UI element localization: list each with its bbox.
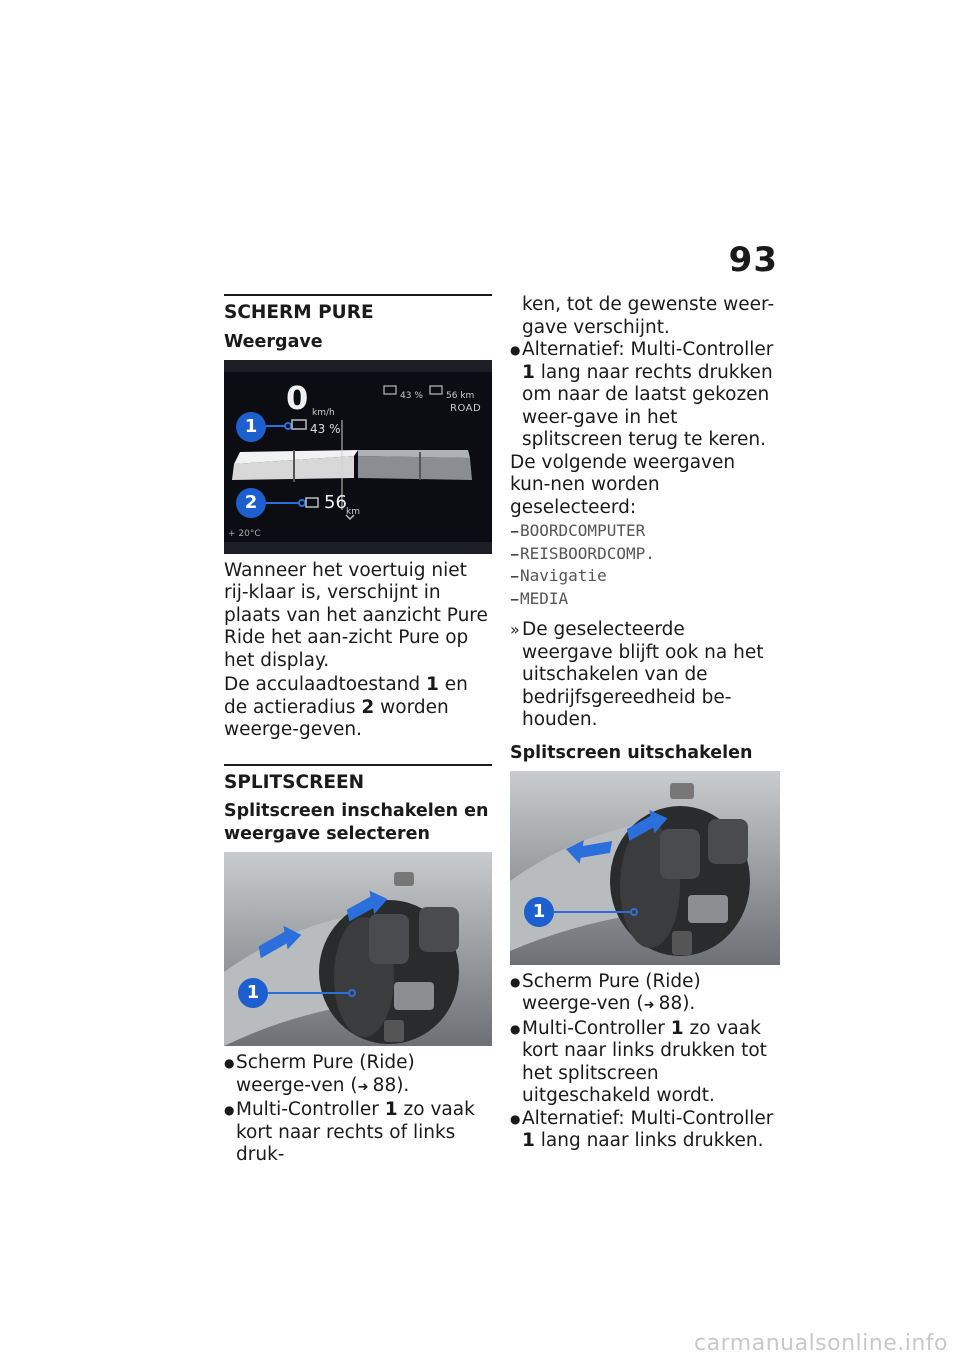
callout-1: 1 (524, 897, 554, 927)
paragraph-battery-range: De acculaadtoestand 1 en de actieradius 2 worden weerge-geven. (224, 674, 468, 740)
temperature: + 20°C (228, 528, 261, 539)
controller-figure (510, 771, 780, 965)
bullet-continuation: ken, tot de gewenste weer-gave verschijnt. (522, 294, 775, 338)
paragraph-not-ready: Wanneer het voertuig niet rij-klaar is, verschijnt in plaats van het aanzicht Pure Ride het aan-zicht Pure op het display. (224, 559, 488, 671)
right-column (510, 294, 778, 1153)
section-rule (224, 294, 492, 296)
page-ref-arrow-icon: ➜ (357, 1079, 373, 1095)
watermark: carmanualsonline.info (694, 1331, 948, 1356)
status-range: 56 km (446, 390, 475, 401)
bullet-item: ● Scherm Pure (Ride) weerge-ven (➜ 88). (224, 1052, 415, 1096)
speed-unit: km/h (312, 407, 335, 418)
option-item: – BOORDCOMPUTER (510, 521, 646, 542)
battery-value: 43 % (310, 421, 341, 436)
bullet-item: ● Alternatief: Multi-Controller 1 lang naar links drukken. (510, 1107, 774, 1151)
multi-controller-illustration (510, 771, 780, 965)
paragraph-selectable: De volgende weergaven kun-nen worden geselecteerd: (510, 451, 736, 518)
result-arrow-icon: » (510, 620, 520, 639)
section-rule (224, 764, 492, 766)
subheading-splitscreen-off: Splitscreen uitschakelen (510, 742, 753, 763)
status-battery: 43 % (400, 390, 423, 401)
section-title-splitscreen: SPLITSCREEN (224, 771, 365, 793)
page-ref-arrow-icon: ➜ (643, 998, 659, 1013)
range-value: 56 (324, 491, 347, 513)
callout-2: 2 (236, 488, 266, 518)
bullet-item: ● Alternatief: Multi-Controller 1 lang naar rechts drukken om naar de laatst gekozen weer-gave in het splitscreen terug te keren. (510, 339, 774, 450)
bullet-item: ● Multi-Controller 1 zo vaak kort naar links drukken tot het splitscreen uitgeschakeld wordt. (510, 1017, 767, 1106)
option-item: – Navigatie (510, 566, 607, 587)
subheading-weergave: Weergave (224, 331, 323, 352)
section-title-scherm-pure: SCHERM PURE (224, 302, 374, 323)
page-number: 93 (728, 240, 778, 280)
multi-controller-illustration (224, 852, 492, 1046)
option-item: – REISBOORDCOMP. (510, 543, 655, 565)
speed-readout: 0 (286, 378, 309, 417)
bullet-item: ● Multi-Controller 1 zo vaak kort naar rechts of links druk- (224, 1099, 475, 1165)
bullet-item: ● Scherm Pure (Ride) weerge-ven (➜ 88). (510, 970, 701, 1014)
controller-figure (224, 852, 492, 1046)
callout-1: 1 (238, 978, 268, 1008)
options-list (510, 521, 778, 611)
ride-mode: ROAD (450, 402, 482, 414)
option-item: – MEDIA (510, 588, 569, 610)
display-figure (224, 360, 492, 554)
left-column (224, 294, 492, 1167)
range-unit: km (346, 506, 360, 517)
subheading-splitscreen-on: Splitscreen inschakelen en weergave selecteren (224, 801, 489, 844)
result-item: » De geselecteerde weergave blijft ook na het uitschakelen van de bedrijfsgereedheid be-houden. (510, 619, 764, 730)
callout-1: 1 (236, 412, 266, 442)
